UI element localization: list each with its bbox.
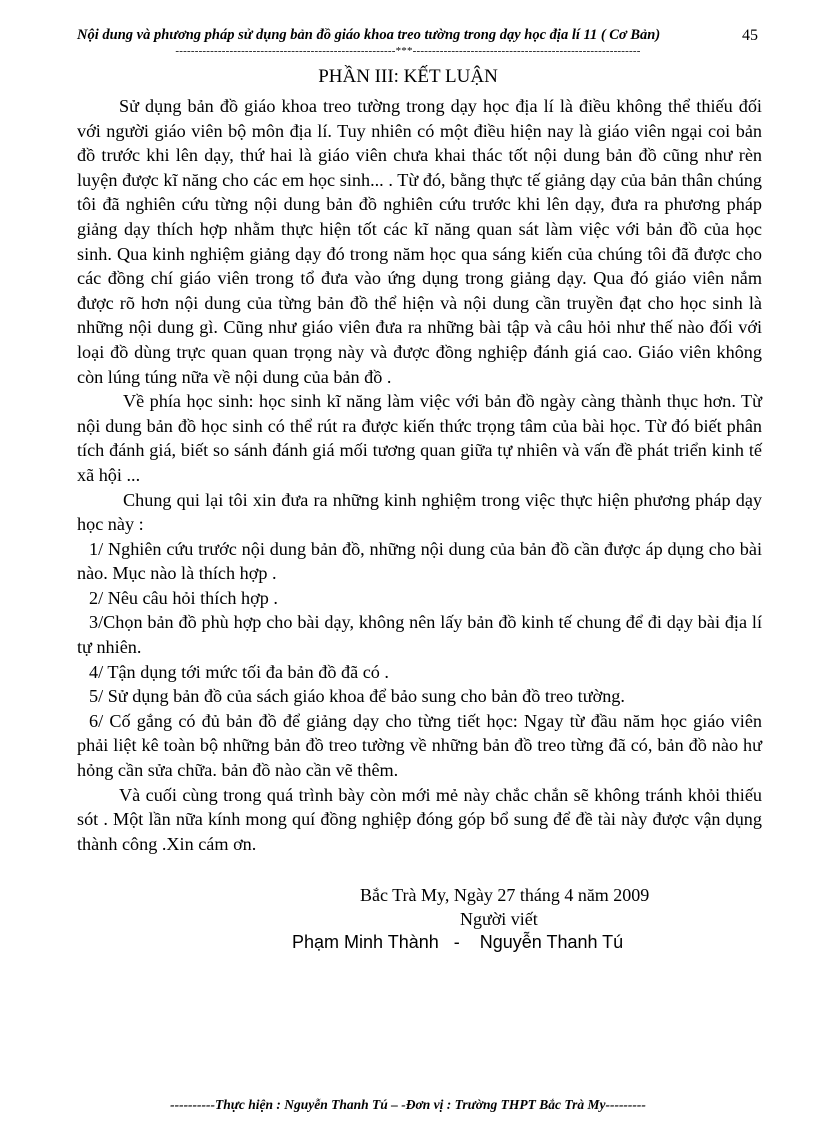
list-item: 2/ Nêu câu hỏi thích hợp . bbox=[89, 587, 278, 608]
running-header-title: Nội dung và phương pháp sử dụng bản đồ giáo khoa treo tường trong dạy học địa lí 11 ( Cơ Bản) bbox=[77, 27, 661, 43]
signoff-date: Bắc Trà My, Ngày 27 tháng 4 năm 2009 bbox=[360, 885, 650, 905]
list-item: 5/ Sử dụng bản đồ của sách giáo khoa để bảo sung cho bản đồ treo tường. bbox=[89, 686, 625, 707]
page-number: 45 bbox=[742, 27, 758, 44]
list-item: 6/ Cố gắng có đủ bản đồ để giảng dạy cho từng tiết học: Ngay từ đầu năm học giáo viên phải liệt kê toàn bộ những bản đồ treo tường về những bản đồ treo từng đã có, bản đồ nào hư hỏng cần sửa chữa. bản đồ nào cần vẽ thêm. bbox=[77, 710, 762, 781]
signoff-role: Người viết bbox=[460, 909, 538, 929]
paragraph: Chung qui lại tôi xin đưa ra những kinh nghiệm trong việc thực hiện phương pháp dạy học này : bbox=[77, 489, 762, 535]
section-title: PHẦN III: KẾT LUẬN bbox=[318, 66, 498, 87]
list-item: 3/Chọn bản đồ phù hợp cho bài dạy, không nên lấy bản đồ kinh tế chung để đi dạy bài địa lí tự nhiên. bbox=[77, 612, 762, 658]
list-item: 4/ Tận dụng tới mức tối đa bản đồ đã có . bbox=[89, 661, 389, 682]
body-text bbox=[77, 94, 762, 856]
header-divider: ---------------------------------------------------------***----------------------------------------------------------- bbox=[175, 45, 641, 57]
paragraph: Sử dụng bản đồ giáo khoa treo tường trong dạy học địa lí là điều không thể thiếu đối với người giáo viên bộ môn địa lí. Tuy nhiên có một điều hiện nay là giáo viên ngại coi bản đồ trước khi lên dạy, thứ hai là giáo viên chưa khai thác tốt nội dung bản đồ cũng như rèn luyện được kĩ năng cho các em học sinh... . Từ đó, bằng thực tế giảng dạy của bản thân chúng tôi đã nghiên cứu từng nội dung bản đồ nghiên cứu trước khi lên dạy, đưa ra phương pháp giảng dạy thích hợp nhằm thực hiện tốt các kĩ năng quan sát làm việc với bản đồ của học sinh. Qua kinh nghiệm giảng dạy đó trong năm học qua sáng kiến của chúng tôi đã được cho các đồng chí giáo viên trong tổ đưa vào ứng dụng trong giảng dạy. Qua đó giáo viên nắm được rõ hơn nội dung của từng bản đồ thể hiện và nội dung cần truyền đạt cho học sinh là những nội dung gì. Cũng như giáo viên đưa ra những bài tập và câu hỏi như thế nào đối với loại đồ dùng trực quan quan trọng này và được đồng nghiệp đánh giá cao. Giáo viên không còn lúng túng nữa về nội dung của bản đồ . bbox=[77, 96, 762, 387]
paragraph: Về phía học sinh: học sinh kĩ năng làm việc với bản đồ ngày càng thành thục hơn. Từ nội dung bản đồ học sinh có thể rút ra được kiến thức trọng tâm của bài học. Từ đó biết phân tích đánh giá, biết so sánh đánh giá mối tương quan giữa tự nhiên và vấn đề phát triển kinh tế xã hội ... bbox=[77, 391, 762, 485]
page-footer: ----------Thực hiện : Nguyễn Thanh Tú – -Đơn vị : Trường THPT Bắc Trà My--------- bbox=[170, 1097, 646, 1112]
closing-paragraph: Và cuối cùng trong quá trình bày còn mới mẻ này chắc chắn sẽ không tránh khỏi thiếu sót . Một lần nữa kính mong quí đồng nghiệp đóng góp bổ sung để đề tài này được vận dụng thành công .Xin cám ơn. bbox=[77, 784, 762, 854]
author-names: Phạm Minh Thành - Nguyễn Thanh Tú bbox=[292, 932, 624, 952]
list-item: 1/ Nghiên cứu trước nội dung bản đồ, những nội dung của bản đồ cần được áp dụng cho bài nào. Mục nào là thích hợp . bbox=[77, 538, 762, 584]
